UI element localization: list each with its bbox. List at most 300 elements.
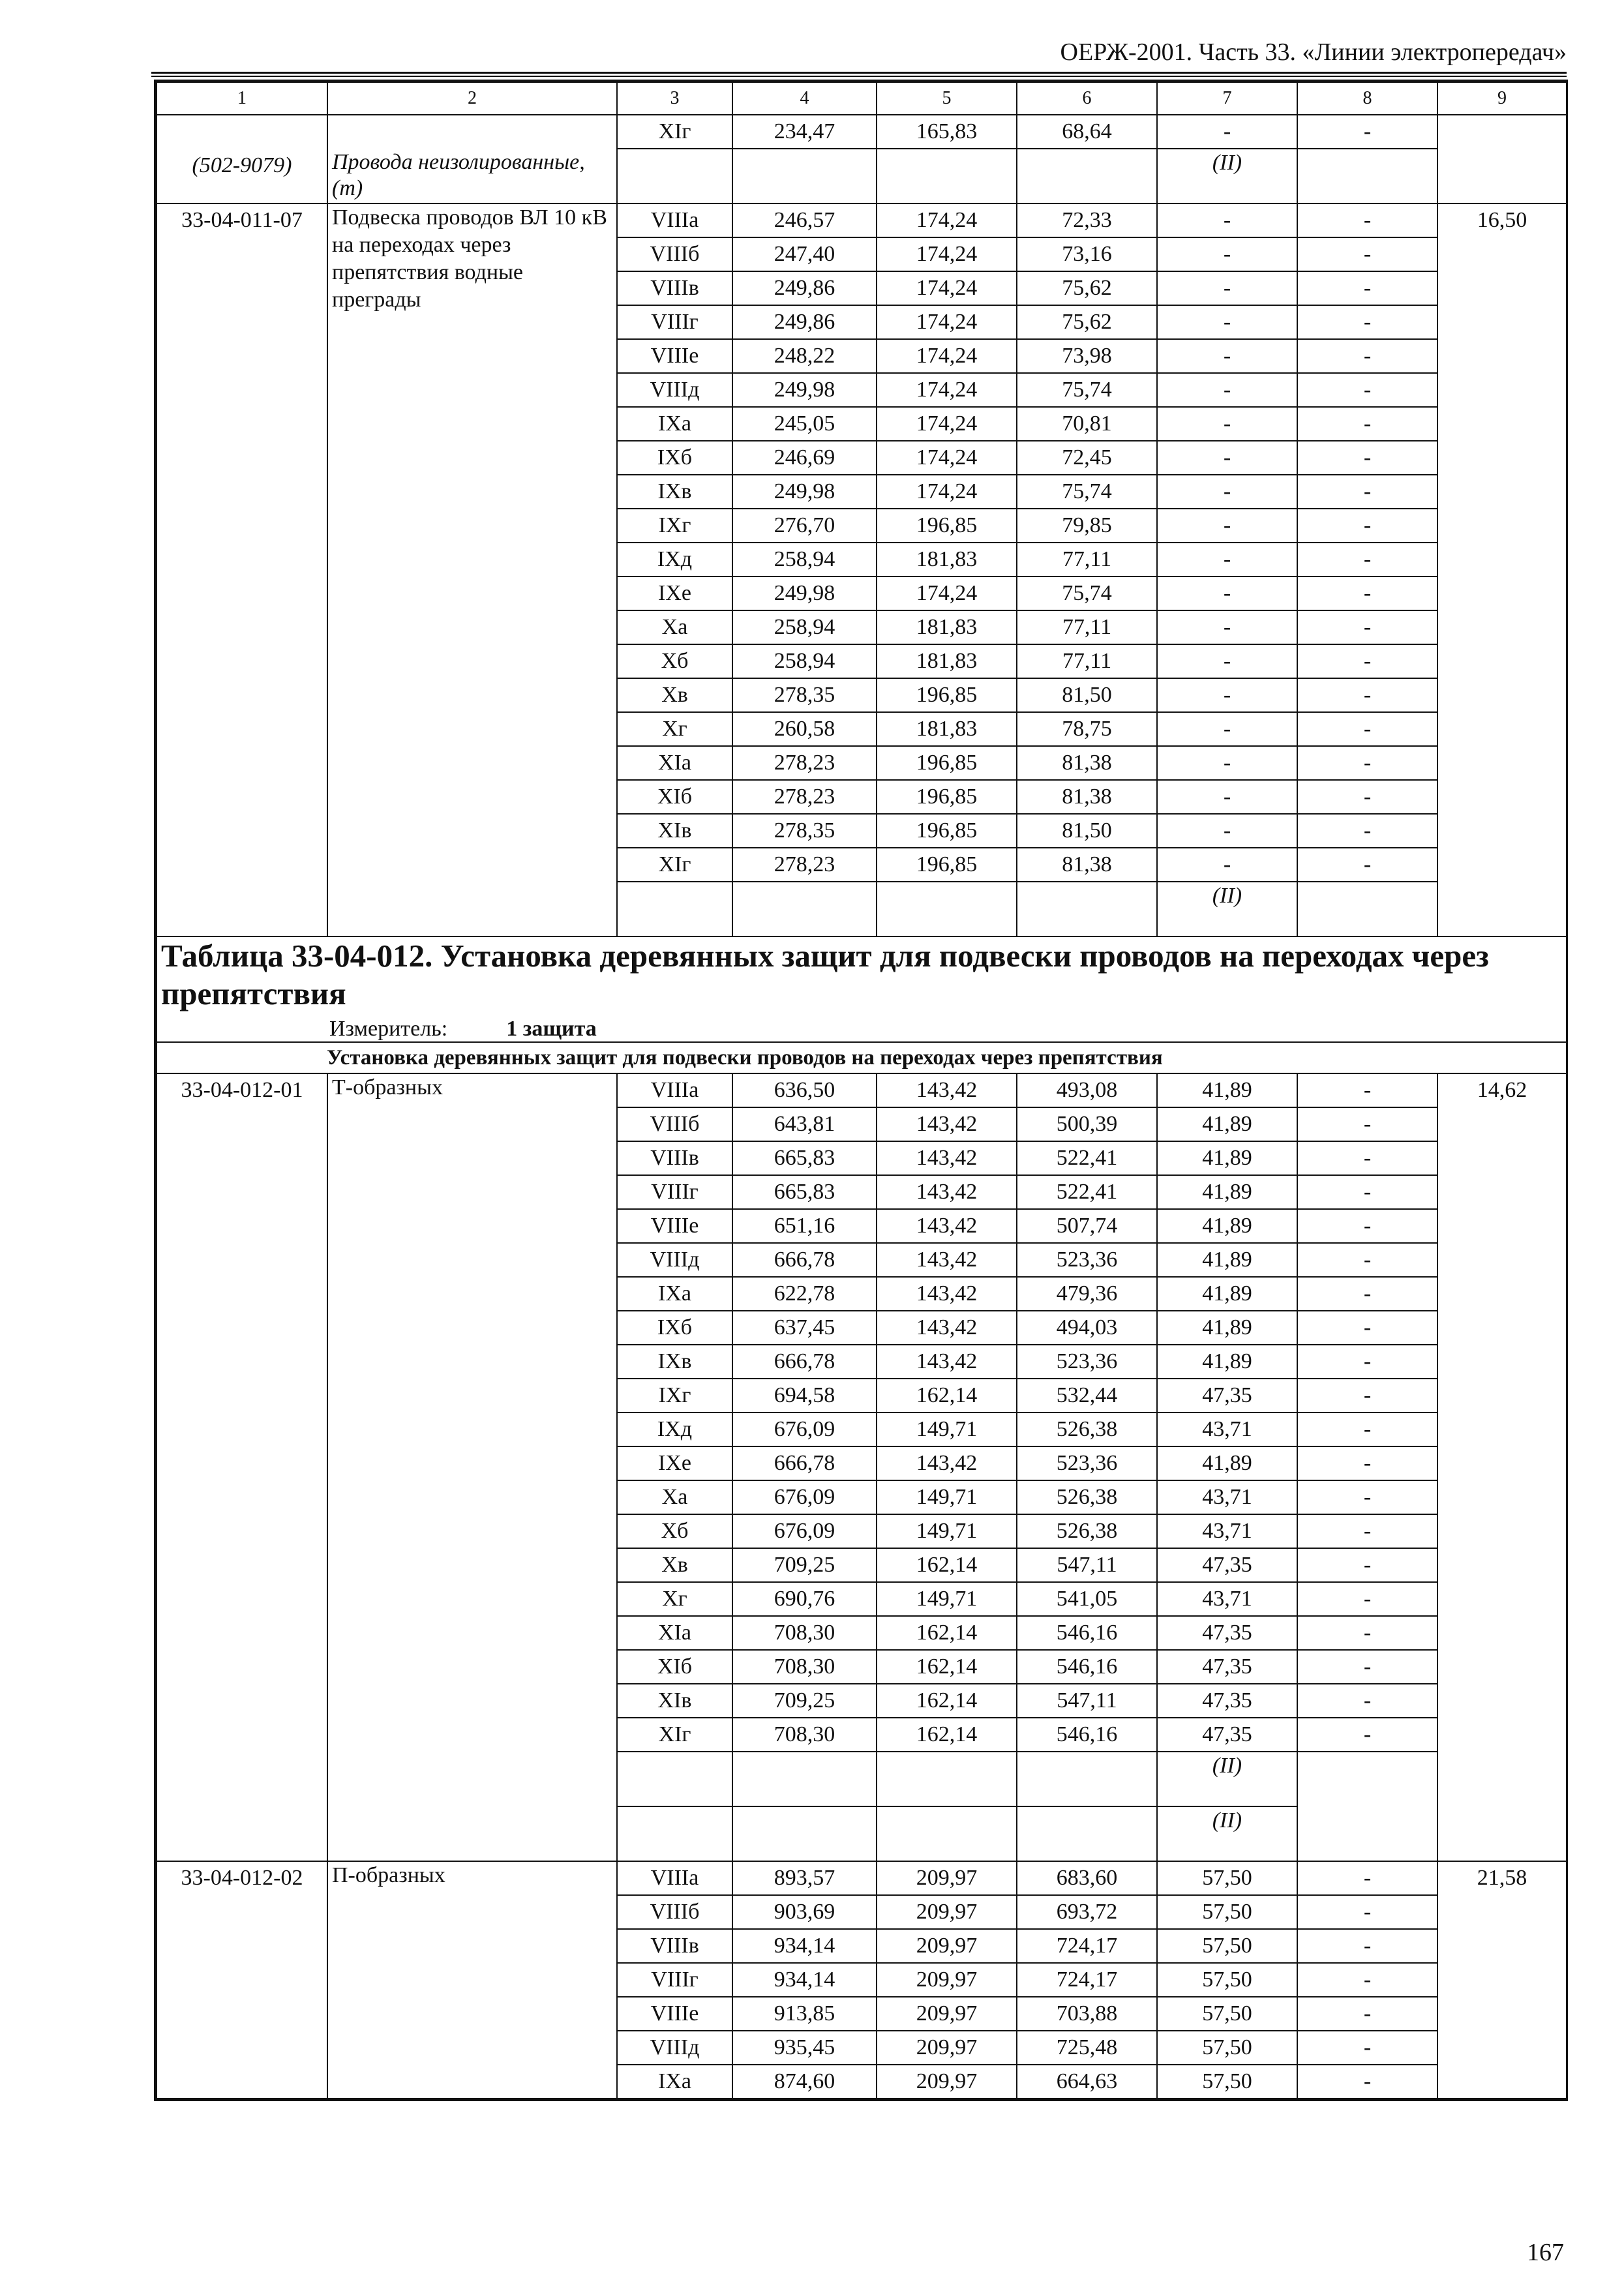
total-cost-cell: 245,05 — [732, 407, 877, 441]
labor-cost-cell: 196,85 — [877, 780, 1017, 814]
zone-cell: VIIIе — [617, 1997, 732, 2031]
total-cost-cell: 665,83 — [732, 1175, 877, 1209]
labor-cost-cell: 174,24 — [877, 576, 1017, 610]
resource-cell: - — [1297, 1379, 1437, 1413]
zone-cell: VIIIг — [617, 305, 732, 339]
resource-cell: - — [1297, 339, 1437, 373]
empty-cell — [732, 1806, 877, 1861]
machines-cost-cell: 47,35 — [1157, 1650, 1297, 1684]
materials-cost-cell: 68,64 — [1017, 115, 1157, 149]
column-number: 3 — [617, 82, 732, 115]
zone-cell: VIIIа — [617, 1861, 732, 1895]
materials-cost-cell: 546,16 — [1017, 1616, 1157, 1650]
total-cost-cell: 665,83 — [732, 1141, 877, 1175]
materials-cost-cell: 77,11 — [1017, 543, 1157, 576]
table-title-cell — [157, 936, 1567, 1042]
resource-cell: - — [1297, 1413, 1437, 1446]
materials-cost-cell: 523,36 — [1017, 1345, 1157, 1379]
labor-cost-cell: 143,42 — [877, 1345, 1017, 1379]
resource-cell: - — [1297, 203, 1437, 237]
materials-cost-cell: 724,17 — [1017, 1963, 1157, 1997]
machines-cost-cell: 41,89 — [1157, 1175, 1297, 1209]
materials-cost-cell: 81,38 — [1017, 746, 1157, 780]
labor-cost-cell: 174,24 — [877, 339, 1017, 373]
total-cost-cell: 694,58 — [732, 1379, 877, 1413]
labor-cost-cell: 143,42 — [877, 1277, 1017, 1311]
zone-cell: IXв — [617, 1345, 732, 1379]
empty-cell — [732, 882, 877, 936]
labor-cost-cell: 174,24 — [877, 373, 1017, 407]
rate-code: 33-04-012-02 — [157, 1861, 327, 2099]
machines-cost-cell: - — [1157, 610, 1297, 644]
resource-cell: - — [1297, 780, 1437, 814]
labor-cost-cell: 162,14 — [877, 1548, 1017, 1582]
materials-cost-cell: 73,98 — [1017, 339, 1157, 373]
empty-cell — [617, 1806, 732, 1861]
empty-cell — [1017, 882, 1157, 936]
labor-cost-cell: 149,71 — [877, 1514, 1017, 1548]
zone-cell: Xб — [617, 1514, 732, 1548]
machines-cost-cell: - — [1157, 712, 1297, 746]
norms-table — [156, 82, 1567, 2099]
measure-value: 1 защита — [506, 1017, 597, 1041]
labor-cost-cell: 181,83 — [877, 644, 1017, 678]
resource-cell: - — [1297, 1209, 1437, 1243]
machines-cost-cell: 43,71 — [1157, 1413, 1297, 1446]
zone-cell: IXа — [617, 1277, 732, 1311]
total-cost-cell: 622,78 — [732, 1277, 877, 1311]
resource-cell: - — [1297, 1997, 1437, 2031]
zone-cell: XIг — [617, 115, 732, 149]
material-resource-class: (II) — [1157, 149, 1297, 203]
header-rule-secondary — [151, 76, 1567, 77]
zone-cell: VIIIд — [617, 1243, 732, 1277]
resource-cell: - — [1297, 1548, 1437, 1582]
resource-cell: - — [1297, 407, 1437, 441]
zone-cell: IXв — [617, 475, 732, 509]
empty-cell — [877, 1752, 1017, 1806]
machines-cost-cell: 43,71 — [1157, 1480, 1297, 1514]
labor-cost-cell: 196,85 — [877, 509, 1017, 543]
machines-cost-cell: - — [1157, 475, 1297, 509]
materials-cost-cell: 494,03 — [1017, 1311, 1157, 1345]
labor-cost-cell: 181,83 — [877, 712, 1017, 746]
materials-cost-cell: 75,62 — [1017, 271, 1157, 305]
materials-cost-cell: 77,11 — [1017, 610, 1157, 644]
machines-cost-cell: - — [1157, 203, 1297, 237]
total-cost-cell: 246,69 — [732, 441, 877, 475]
table-title-row — [157, 936, 1567, 1042]
materials-cost-cell: 526,38 — [1017, 1413, 1157, 1446]
total-cost-cell: 247,40 — [732, 237, 877, 271]
labor-cost-cell: 162,14 — [877, 1718, 1017, 1752]
resource-cell: - — [1297, 1175, 1437, 1209]
total-cost-cell: 708,30 — [732, 1650, 877, 1684]
materials-cost-cell: 493,08 — [1017, 1073, 1157, 1107]
materials-cost-cell: 72,33 — [1017, 203, 1157, 237]
machines-cost-cell: 57,50 — [1157, 1997, 1297, 2031]
resource-cell: - — [1297, 2031, 1437, 2065]
labor-cost-cell: 209,97 — [877, 1929, 1017, 1963]
machines-cost-cell: - — [1157, 339, 1297, 373]
machines-cost-cell: - — [1157, 814, 1297, 848]
header-rule — [151, 72, 1567, 74]
resource-cell: - — [1297, 543, 1437, 576]
empty-cell — [617, 882, 732, 936]
materials-cost-cell: 547,11 — [1017, 1548, 1157, 1582]
resource-cell: - — [1297, 1345, 1437, 1379]
total-cost-cell: 249,86 — [732, 305, 877, 339]
machines-cost-cell: 41,89 — [1157, 1446, 1297, 1480]
resource-cell: - — [1297, 373, 1437, 407]
total-cost-cell: 249,86 — [732, 271, 877, 305]
labor-cost-cell: 209,97 — [877, 2031, 1017, 2065]
machines-cost-cell: - — [1157, 576, 1297, 610]
machines-cost-cell: 47,35 — [1157, 1684, 1297, 1718]
materials-cost-cell: 81,50 — [1017, 814, 1157, 848]
total-cost-cell: 258,94 — [732, 543, 877, 576]
machines-cost-cell: 41,89 — [1157, 1311, 1297, 1345]
resource-cell: - — [1297, 2065, 1437, 2099]
labor-cost-cell: 174,24 — [877, 475, 1017, 509]
labor-cost-cell: 143,42 — [877, 1243, 1017, 1277]
zone-cell: VIIIд — [617, 373, 732, 407]
rate-name: Подвеска проводов ВЛ 10 кВ на переходах через препятствия водные преграды — [327, 203, 617, 936]
machines-cost-cell: 57,50 — [1157, 2065, 1297, 2099]
resource-cell: - — [1297, 1277, 1437, 1311]
machines-cost-cell: - — [1157, 271, 1297, 305]
resource-cell: - — [1297, 509, 1437, 543]
measure-line — [161, 1017, 1562, 1041]
total-cost-cell: 709,25 — [732, 1684, 877, 1718]
zone-cell: Xв — [617, 1548, 732, 1582]
resource-cell: - — [1297, 1311, 1437, 1345]
zone-cell: XIа — [617, 1616, 732, 1650]
machines-cost-cell: - — [1157, 115, 1297, 149]
rate-code: 33-04-012-01 — [157, 1073, 327, 1861]
materials-cost-cell: 70,81 — [1017, 407, 1157, 441]
table-row — [157, 1861, 1567, 1895]
labor-cost-cell: 196,85 — [877, 814, 1017, 848]
machines-cost-cell: - — [1157, 543, 1297, 576]
machines-cost-cell: - — [1157, 407, 1297, 441]
labor-cost-cell: 162,14 — [877, 1650, 1017, 1684]
materials-cost-cell: 81,38 — [1017, 780, 1157, 814]
zone-cell: Xа — [617, 610, 732, 644]
zone-cell: VIIIб — [617, 1895, 732, 1929]
machines-cost-cell: 47,35 — [1157, 1379, 1297, 1413]
resource-cell: - — [1297, 1107, 1437, 1141]
total-cost-cell: 278,23 — [732, 848, 877, 882]
zone-cell: IXа — [617, 407, 732, 441]
materials-cost-cell: 81,50 — [1017, 678, 1157, 712]
materials-cost-cell: 75,74 — [1017, 373, 1157, 407]
resource-cell: - — [1297, 441, 1437, 475]
empty-cell — [877, 149, 1017, 203]
labor-cost-cell: 149,71 — [877, 1582, 1017, 1616]
zone-cell: IXд — [617, 1413, 732, 1446]
zone-cell: IXг — [617, 509, 732, 543]
labor-cost-cell: 143,42 — [877, 1209, 1017, 1243]
zone-cell: Xб — [617, 644, 732, 678]
resource-cell: - — [1297, 1929, 1437, 1963]
total-cost-cell: 666,78 — [732, 1446, 877, 1480]
empty-cell — [1017, 1752, 1157, 1806]
materials-cost-cell: 500,39 — [1017, 1107, 1157, 1141]
materials-cost-cell: 75,74 — [1017, 475, 1157, 509]
total-cost-cell: 278,23 — [732, 780, 877, 814]
zone-cell: VIIIв — [617, 271, 732, 305]
zone-cell: IXе — [617, 576, 732, 610]
materials-cost-cell: 73,16 — [1017, 237, 1157, 271]
zone-cell: VIIIб — [617, 1107, 732, 1141]
column-number-row — [157, 82, 1567, 115]
materials-cost-cell: 77,11 — [1017, 644, 1157, 678]
total-cost-cell: 276,70 — [732, 509, 877, 543]
column-number: 6 — [1017, 82, 1157, 115]
resource-cell: - — [1297, 746, 1437, 780]
materials-cost-cell: 725,48 — [1017, 2031, 1157, 2065]
total-cost-cell: 249,98 — [732, 576, 877, 610]
material-resource-class: (II) — [1157, 1806, 1297, 1861]
page-number: 167 — [1527, 2239, 1564, 2266]
total-cost-cell: 666,78 — [732, 1345, 877, 1379]
zone-cell: XIг — [617, 1718, 732, 1752]
materials-cost-cell: 664,63 — [1017, 2065, 1157, 2099]
zone-cell: Xг — [617, 712, 732, 746]
machines-cost-cell: 41,89 — [1157, 1209, 1297, 1243]
labor-cost-cell: 174,24 — [877, 441, 1017, 475]
table-row — [157, 1073, 1567, 1107]
zone-cell: XIг — [617, 848, 732, 882]
norms-table-sheet — [154, 80, 1568, 2101]
materials-cost-cell: 526,38 — [1017, 1480, 1157, 1514]
labor-cost-cell: 162,14 — [877, 1616, 1017, 1650]
machines-cost-cell: 57,50 — [1157, 1895, 1297, 1929]
measure-label: Измеритель: — [329, 1017, 448, 1041]
rate-name: П-образных — [327, 1861, 617, 2099]
total-cost-cell: 874,60 — [732, 2065, 877, 2099]
materials-cost-cell: 75,62 — [1017, 305, 1157, 339]
materials-cost-cell: 72,45 — [1017, 441, 1157, 475]
resource-cell: - — [1297, 1582, 1437, 1616]
labor-cost-cell: 209,97 — [877, 2065, 1017, 2099]
resource-cell: - — [1297, 848, 1437, 882]
labor-cost-cell: 165,83 — [877, 115, 1017, 149]
materials-cost-cell: 479,36 — [1017, 1277, 1157, 1311]
resource-cell: - — [1297, 475, 1437, 509]
total-cost-cell: 708,30 — [732, 1718, 877, 1752]
empty-cell — [877, 882, 1017, 936]
labor-cost-cell: 149,71 — [877, 1413, 1017, 1446]
machines-cost-cell: - — [1157, 441, 1297, 475]
materials-cost-cell: 81,38 — [1017, 848, 1157, 882]
machines-cost-cell: 41,89 — [1157, 1243, 1297, 1277]
labor-hours-cell: 21,58 — [1437, 1861, 1567, 2099]
materials-cost-cell: 693,72 — [1017, 1895, 1157, 1929]
labor-cost-cell: 143,42 — [877, 1311, 1017, 1345]
labor-cost-cell: 174,24 — [877, 407, 1017, 441]
column-number: 9 — [1437, 82, 1567, 115]
total-cost-cell: 249,98 — [732, 475, 877, 509]
labor-cost-cell: 196,85 — [877, 746, 1017, 780]
labor-cost-cell: 143,42 — [877, 1073, 1017, 1107]
resource-cell: - — [1297, 1895, 1437, 1929]
resource-cell: - — [1297, 712, 1437, 746]
zone-cell: IXг — [617, 1379, 732, 1413]
materials-cost-cell: 522,41 — [1017, 1141, 1157, 1175]
zone-cell: IXа — [617, 2065, 732, 2099]
labor-cost-cell: 143,42 — [877, 1107, 1017, 1141]
materials-cost-cell: 75,74 — [1017, 576, 1157, 610]
machines-cost-cell: 57,50 — [1157, 1963, 1297, 1997]
empty-cell — [732, 149, 877, 203]
total-cost-cell: 708,30 — [732, 1616, 877, 1650]
zone-cell: XIв — [617, 1684, 732, 1718]
column-number: 8 — [1297, 82, 1437, 115]
labor-hours-cell: 16,50 — [1437, 203, 1567, 936]
machines-cost-cell: 47,35 — [1157, 1616, 1297, 1650]
materials-cost-cell: 532,44 — [1017, 1379, 1157, 1413]
machines-cost-cell: - — [1157, 780, 1297, 814]
labor-cost-cell: 174,24 — [877, 305, 1017, 339]
material-name: Провода неизолированные, (т) — [332, 150, 585, 200]
rate-name: Т-образных — [327, 1073, 617, 1861]
total-cost-cell: 258,94 — [732, 644, 877, 678]
machines-cost-cell: - — [1157, 848, 1297, 882]
zone-cell: VIIIа — [617, 203, 732, 237]
total-cost-cell: 260,58 — [732, 712, 877, 746]
column-number: 2 — [327, 82, 617, 115]
machines-cost-cell: 41,89 — [1157, 1073, 1297, 1107]
subheading-row — [157, 1042, 1567, 1073]
resource-cell: - — [1297, 1718, 1437, 1752]
machines-cost-cell: 41,89 — [1157, 1141, 1297, 1175]
empty-cell — [1017, 1806, 1157, 1861]
resource-cell: - — [1297, 1684, 1437, 1718]
zone-cell: IXб — [617, 441, 732, 475]
zone-cell: IXб — [617, 1311, 732, 1345]
machines-cost-cell: 47,35 — [1157, 1718, 1297, 1752]
total-cost-cell: 935,45 — [732, 2031, 877, 2065]
rate-code — [157, 115, 327, 203]
total-cost-cell: 278,35 — [732, 678, 877, 712]
resource-cell: - — [1297, 814, 1437, 848]
table-subheading: Установка деревянных защит для подвески проводов на переходах через препятствия — [157, 1042, 1567, 1073]
total-cost-cell: 643,81 — [732, 1107, 877, 1141]
total-cost-cell: 709,25 — [732, 1548, 877, 1582]
zone-cell: Xг — [617, 1582, 732, 1616]
materials-cost-cell: 78,75 — [1017, 712, 1157, 746]
labor-cost-cell: 209,97 — [877, 1997, 1017, 2031]
zone-cell: VIIIг — [617, 1175, 732, 1209]
resource-cell: - — [1297, 237, 1437, 271]
labor-cost-cell: 181,83 — [877, 610, 1017, 644]
labor-cost-cell: 149,71 — [877, 1480, 1017, 1514]
machines-cost-cell: 57,50 — [1157, 1929, 1297, 1963]
table-row — [157, 203, 1567, 237]
total-cost-cell: 248,22 — [732, 339, 877, 373]
zone-cell: Xв — [617, 678, 732, 712]
materials-cost-cell: 507,74 — [1017, 1209, 1157, 1243]
zone-cell: XIа — [617, 746, 732, 780]
materials-cost-cell: 703,88 — [1017, 1997, 1157, 2031]
material-resource-class: (II) — [1157, 1752, 1297, 1806]
material-resource-class: (II) — [1157, 882, 1297, 936]
resource-cell: - — [1297, 1243, 1437, 1277]
total-cost-cell: 651,16 — [732, 1209, 877, 1243]
materials-cost-cell: 547,11 — [1017, 1684, 1157, 1718]
zone-cell: XIб — [617, 1650, 732, 1684]
total-cost-cell: 934,14 — [732, 1929, 877, 1963]
column-number: 1 — [157, 82, 327, 115]
running-header: ОЕРЖ-2001. Часть 33. «Линии электропередач» — [1060, 38, 1567, 66]
zone-cell: VIIIг — [617, 1963, 732, 1997]
labor-cost-cell: 196,85 — [877, 678, 1017, 712]
zone-cell: XIв — [617, 814, 732, 848]
zone-cell: XIб — [617, 780, 732, 814]
table-row — [157, 115, 1567, 149]
resource-cell: - — [1297, 1480, 1437, 1514]
total-cost-cell: 636,50 — [732, 1073, 877, 1107]
zone-cell: VIIIд — [617, 2031, 732, 2065]
total-cost-cell: 690,76 — [732, 1582, 877, 1616]
total-cost-cell: 258,94 — [732, 610, 877, 644]
column-number: 7 — [1157, 82, 1297, 115]
labor-cost-cell: 196,85 — [877, 848, 1017, 882]
resource-cell: - — [1297, 1861, 1437, 1895]
material-code: (502-9079) — [192, 153, 292, 177]
zone-cell: Xа — [617, 1480, 732, 1514]
labor-cost-cell: 209,97 — [877, 1963, 1017, 1997]
materials-cost-cell: 724,17 — [1017, 1929, 1157, 1963]
resource-cell: - — [1297, 678, 1437, 712]
machines-cost-cell: - — [1157, 746, 1297, 780]
rate-name — [327, 115, 617, 203]
total-cost-cell: 893,57 — [732, 1861, 877, 1895]
labor-cost-cell: 143,42 — [877, 1141, 1017, 1175]
machines-cost-cell: 57,50 — [1157, 1861, 1297, 1895]
resource-cell: - — [1297, 1616, 1437, 1650]
materials-cost-cell: 522,41 — [1017, 1175, 1157, 1209]
labor-cost-cell: 174,24 — [877, 271, 1017, 305]
zone-cell: VIIIе — [617, 339, 732, 373]
empty-cell — [1017, 149, 1157, 203]
machines-cost-cell: 41,89 — [1157, 1277, 1297, 1311]
zone-cell: VIIIв — [617, 1929, 732, 1963]
resource-cell: - — [1297, 305, 1437, 339]
resource-cell: - — [1297, 115, 1437, 149]
materials-cost-cell: 546,16 — [1017, 1650, 1157, 1684]
resource-cell: - — [1297, 576, 1437, 610]
resource-cell: - — [1297, 1650, 1437, 1684]
labor-cost-cell: 174,24 — [877, 237, 1017, 271]
labor-cost-cell: 181,83 — [877, 543, 1017, 576]
resource-cell: - — [1297, 1514, 1437, 1548]
resource-cell: - — [1297, 271, 1437, 305]
machines-cost-cell: 47,35 — [1157, 1548, 1297, 1582]
machines-cost-cell: 41,89 — [1157, 1107, 1297, 1141]
labor-cost-cell: 143,42 — [877, 1446, 1017, 1480]
empty-cell — [617, 1752, 732, 1806]
total-cost-cell: 246,57 — [732, 203, 877, 237]
total-cost-cell: 903,69 — [732, 1895, 877, 1929]
labor-cost-cell: 143,42 — [877, 1175, 1017, 1209]
machines-cost-cell: - — [1157, 678, 1297, 712]
resource-cell: - — [1297, 644, 1437, 678]
materials-cost-cell: 523,36 — [1017, 1446, 1157, 1480]
machines-cost-cell: 57,50 — [1157, 2031, 1297, 2065]
